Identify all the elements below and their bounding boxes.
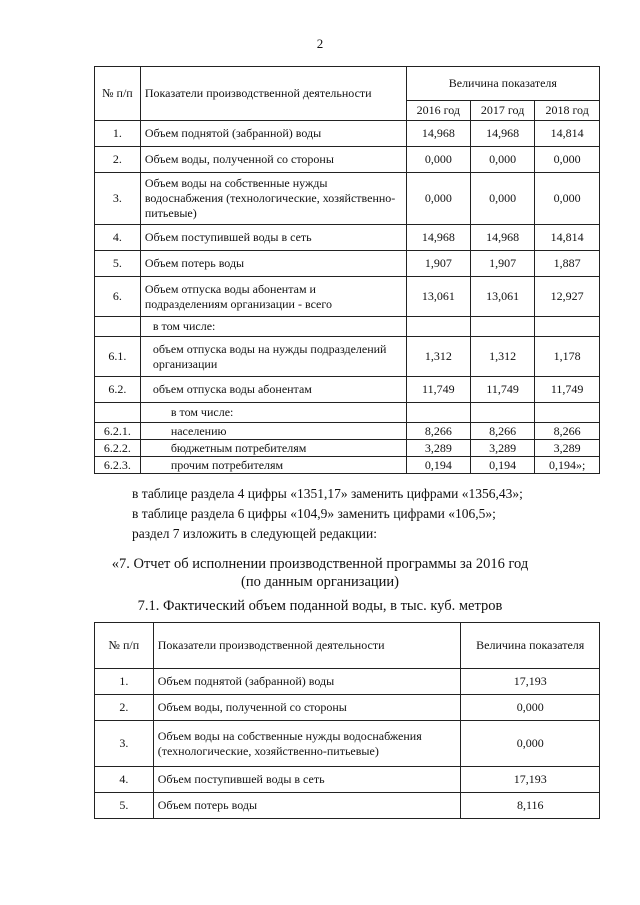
row-num: 2. xyxy=(95,695,154,721)
row-value: 17,193 xyxy=(461,669,600,695)
row-num: 6.2.1. xyxy=(95,423,141,440)
row-label: населению xyxy=(140,423,406,440)
row-value-2016: 14,968 xyxy=(406,121,470,147)
row-value-2018: 12,927 xyxy=(535,277,600,317)
table-row xyxy=(95,669,600,695)
row-label: Объем отпуска воды абонентам и подразделениям организации - всего xyxy=(140,277,406,317)
row-value-2018 xyxy=(535,403,600,423)
row-label: в том числе: xyxy=(140,317,406,337)
row-value-2018: 3,289 xyxy=(535,440,600,457)
table-row xyxy=(95,403,600,423)
row-value-2016: 0,000 xyxy=(406,173,470,225)
table-row xyxy=(95,121,600,147)
row-label: объем отпуска воды на нужды подразделений организации xyxy=(140,337,406,377)
row-num xyxy=(95,403,141,423)
row-value: 0,000 xyxy=(461,695,600,721)
row-label: Объем воды, полученной со стороны xyxy=(153,695,461,721)
row-value-2018: 0,000 xyxy=(535,173,600,225)
table-row xyxy=(95,277,600,317)
row-value-2017: 14,968 xyxy=(470,225,534,251)
row-num: 5. xyxy=(95,251,141,277)
header-indicators: Показатели производственной деятельности xyxy=(140,67,406,121)
subsection-title: 7.1. Фактический объем поданной воды, в тыс. куб. метров xyxy=(137,598,503,614)
row-label: прочим потребителям xyxy=(140,457,406,474)
row-num: 5. xyxy=(95,793,154,819)
row-value-2017: 1,312 xyxy=(470,337,534,377)
row-value-2016: 3,289 xyxy=(406,440,470,457)
row-num: 2. xyxy=(95,147,141,173)
row-value-2016: 0,000 xyxy=(406,147,470,173)
row-value-2017 xyxy=(470,317,534,337)
table-row xyxy=(95,147,600,173)
row-value: 0,000 xyxy=(461,721,600,767)
row-num: 6.2.2. xyxy=(95,440,141,457)
header-num: № п/п xyxy=(95,623,154,669)
table-row xyxy=(95,173,600,225)
row-value-2017: 13,061 xyxy=(470,277,534,317)
row-value-2017: 11,749 xyxy=(470,377,534,403)
row-value-2018: 0,000 xyxy=(535,147,600,173)
table-row xyxy=(95,457,600,474)
row-value-2018: 1,887 xyxy=(535,251,600,277)
row-label: Объем потерь воды xyxy=(140,251,406,277)
header-year-2018: 2018 год xyxy=(535,101,600,121)
amendment-paragraph-3: раздел 7 изложить в следующей редакции: xyxy=(132,526,378,541)
row-value-2018: 1,178 xyxy=(535,337,600,377)
row-value-2018 xyxy=(535,317,600,337)
row-value-2017: 0,000 xyxy=(470,173,534,225)
table-row xyxy=(95,317,600,337)
row-value-2018: 14,814 xyxy=(535,121,600,147)
row-value-2017 xyxy=(470,403,534,423)
row-num xyxy=(95,317,141,337)
row-value-2017: 3,289 xyxy=(470,440,534,457)
row-label: Объем воды, полученной со стороны xyxy=(140,147,406,173)
row-num: 4. xyxy=(95,767,154,793)
header-value: Величина показателя xyxy=(406,67,599,101)
header-year-2016: 2016 год xyxy=(406,101,470,121)
table-row xyxy=(95,440,600,457)
row-num: 6.1. xyxy=(95,337,141,377)
row-value-2018: 11,749 xyxy=(535,377,600,403)
table-row xyxy=(95,423,600,440)
row-num: 3. xyxy=(95,721,154,767)
section-title: «7. Отчет об исполнении производственной программы за 2016 год xyxy=(111,556,529,572)
header-indicators: Показатели производственной деятельности xyxy=(153,623,461,669)
row-value-2018: 0,194»; xyxy=(535,457,600,474)
amendment-paragraph-1: в таблице раздела 4 цифры «1351,17» заменить цифрами «1356,43»; xyxy=(132,486,523,501)
row-value-2016: 11,749 xyxy=(406,377,470,403)
row-label: в том числе: xyxy=(140,403,406,423)
row-num: 4. xyxy=(95,225,141,251)
row-label: Объем потерь воды xyxy=(153,793,461,819)
row-num: 6. xyxy=(95,277,141,317)
header-year-2017: 2017 год xyxy=(470,101,534,121)
row-label: Объем воды на собственные нужды водоснабжения (технологические, хозяйственно-питьевые) xyxy=(140,173,406,225)
production-indicators-table xyxy=(94,66,600,474)
row-value-2017: 0,000 xyxy=(470,147,534,173)
amendment-paragraph-2: в таблице раздела 6 цифры «104,9» заменить цифрами «106,5»; xyxy=(132,506,496,521)
row-value-2016: 13,061 xyxy=(406,277,470,317)
page-number: 2 xyxy=(316,36,324,51)
row-label: бюджетным потребителям xyxy=(140,440,406,457)
table-row xyxy=(95,793,600,819)
row-label: Объем поступившей воды в сеть xyxy=(153,767,461,793)
row-num: 6.2. xyxy=(95,377,141,403)
table-row xyxy=(95,337,600,377)
table-row xyxy=(95,377,600,403)
table-row xyxy=(95,721,600,767)
row-label: Объем воды на собственные нужды водоснабжения (технологические, хозяйственно-питьевые) xyxy=(153,721,461,767)
row-value: 8,116 xyxy=(461,793,600,819)
row-value-2016: 14,968 xyxy=(406,225,470,251)
row-num: 1. xyxy=(95,121,141,147)
table-row xyxy=(95,251,600,277)
row-value-2018: 14,814 xyxy=(535,225,600,251)
row-label: Объем поднятой (забранной) воды xyxy=(140,121,406,147)
row-value-2016: 1,907 xyxy=(406,251,470,277)
row-label: Объем поднятой (забранной) воды xyxy=(153,669,461,695)
table-row xyxy=(95,225,600,251)
row-value-2016 xyxy=(406,403,470,423)
row-value: 17,193 xyxy=(461,767,600,793)
row-num: 1. xyxy=(95,669,154,695)
header-value: Величина показателя xyxy=(461,623,600,669)
water-supply-table xyxy=(94,622,600,819)
row-value-2017: 8,266 xyxy=(470,423,534,440)
row-value-2017: 14,968 xyxy=(470,121,534,147)
row-value-2016: 0,194 xyxy=(406,457,470,474)
section-subtitle: (по данным организации) xyxy=(240,574,399,590)
row-value-2017: 0,194 xyxy=(470,457,534,474)
row-num: 6.2.3. xyxy=(95,457,141,474)
header-num: № п/п xyxy=(95,67,141,121)
row-value-2017: 1,907 xyxy=(470,251,534,277)
table-row xyxy=(95,767,600,793)
row-label: Объем поступившей воды в сеть xyxy=(140,225,406,251)
row-value-2016 xyxy=(406,317,470,337)
table-row xyxy=(95,695,600,721)
row-value-2016: 1,312 xyxy=(406,337,470,377)
row-num: 3. xyxy=(95,173,141,225)
row-value-2016: 8,266 xyxy=(406,423,470,440)
row-value-2018: 8,266 xyxy=(535,423,600,440)
row-label: объем отпуска воды абонентам xyxy=(140,377,406,403)
